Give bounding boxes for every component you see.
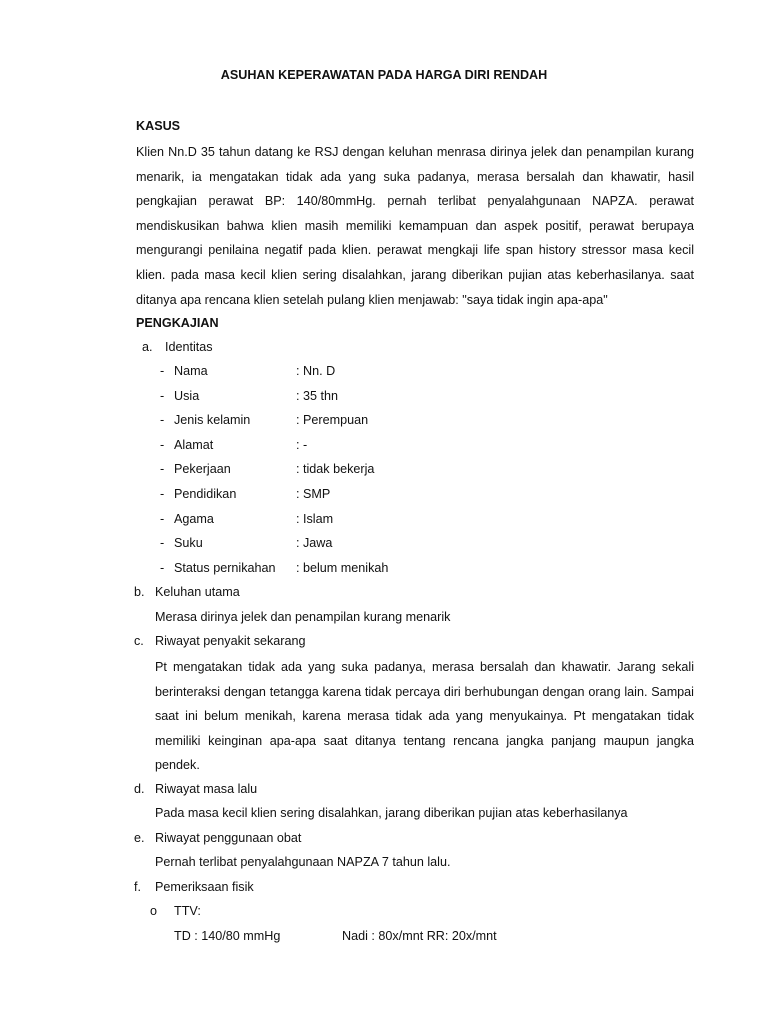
item-e-marker: e. — [134, 831, 145, 845]
identitas-label: Usia — [174, 389, 200, 403]
identitas-label: Agama — [174, 512, 214, 526]
item-d-marker: d. — [134, 782, 145, 796]
identitas-value: : 35 thn — [296, 389, 339, 403]
identitas-label: Status pernikahan — [174, 561, 276, 575]
dash-marker: - — [160, 389, 165, 403]
item-a-label: Identitas — [165, 340, 213, 354]
identitas-label: Pendidikan — [174, 487, 237, 501]
identitas-value: : Perempuan — [296, 413, 369, 427]
dash-marker: - — [160, 462, 165, 476]
item-c-paragraph: Pt mengatakan tidak ada yang suka padanya, merasa bersalah dan khawatir. Jarang sekali berinteraksi dengan tetangga karena tidak percaya diri berhubungan dengan orang lain. Sampai saat ini belum menikah, karena merasa tidak ada yang menyukainya. Pt mengatakan tidak memiliki keinginan apa-apa saat ditanya tentang rencana jangka panjang maupun jangka pendek. — [155, 660, 694, 773]
identitas-value: : Jawa — [296, 536, 333, 550]
dash-marker: - — [160, 561, 165, 575]
ttv-label: TTV: — [174, 904, 201, 918]
identitas-label: Alamat — [174, 438, 214, 452]
identitas-value: : - — [296, 438, 308, 452]
dash-marker: - — [160, 438, 165, 452]
item-a-marker: a. — [142, 340, 153, 354]
item-e-label: Riwayat penggunaan obat — [155, 831, 302, 845]
kasus-paragraph: Klien Nn.D 35 tahun datang ke RSJ dengan keluhan menrasa dirinya jelek dan penampilan kurang menarik, ia mengatakan tidak ada yang suka padanya, merasa bersalah dan khawatir, hasil pengkajian perawat BP: 140/80mmHg. pernah terlibat penyalahgunaan NAPZA. perawat mendiskusikan bahwa klien masih memiliki kemampuan dan aspek positif, perawat berupaya mengurangi penilaina negatif pada klien. perawat mengkaji life span history stressor masa kecil klien. pada masa kecil klien sering disalahkan, jarang diberikan pujian atas keberhasilanya. saat ditanya apa rencana klien setelah pulang klien menjawab: "saya tidak ingin apa-apa" — [136, 145, 694, 307]
item-f-label: Pemeriksaan fisik — [155, 880, 254, 894]
identitas-value: : belum menikah — [296, 561, 389, 575]
ttv-td: TD : 140/80 mmHg — [174, 929, 281, 943]
item-e-text: Pernah terlibat penyalahgunaan NAPZA 7 tahun lalu. — [155, 855, 451, 869]
item-d-label: Riwayat masa lalu — [155, 782, 258, 796]
identitas-value: : Nn. D — [296, 364, 336, 378]
identitas-label: Nama — [174, 364, 208, 378]
item-c-label: Riwayat penyakit sekarang — [155, 634, 306, 648]
dash-marker: - — [160, 487, 165, 501]
identitas-value: : Islam — [296, 512, 334, 526]
identitas-value: : tidak bekerja — [296, 462, 375, 476]
kasus-heading: KASUS — [136, 119, 181, 133]
ttv-nadi-rr: Nadi : 80x/mnt RR: 20x/mnt — [342, 929, 497, 943]
item-b-label: Keluhan utama — [155, 585, 240, 599]
document-title: ASUHAN KEPERAWATAN PADA HARGA DIRI RENDAH — [220, 68, 548, 82]
dash-marker: - — [160, 536, 165, 550]
identitas-label: Pekerjaan — [174, 462, 231, 476]
identitas-label: Suku — [174, 536, 203, 550]
dash-marker: - — [160, 512, 165, 526]
item-c-marker: c. — [134, 634, 144, 648]
bullet-marker: o — [150, 904, 158, 918]
dash-marker: - — [160, 413, 165, 427]
item-b-text: Merasa dirinya jelek dan penampilan kurang menarik — [155, 610, 451, 624]
pengkajian-heading: PENGKAJIAN — [136, 316, 219, 330]
item-f-marker: f. — [134, 880, 141, 894]
item-b-marker: b. — [134, 585, 145, 599]
identitas-value: : SMP — [296, 487, 331, 501]
item-d-text: Pada masa kecil klien sering disalahkan, jarang diberikan pujian atas keberhasilanya — [155, 806, 628, 820]
dash-marker: - — [160, 364, 165, 378]
identitas-label: Jenis kelamin — [174, 413, 251, 427]
